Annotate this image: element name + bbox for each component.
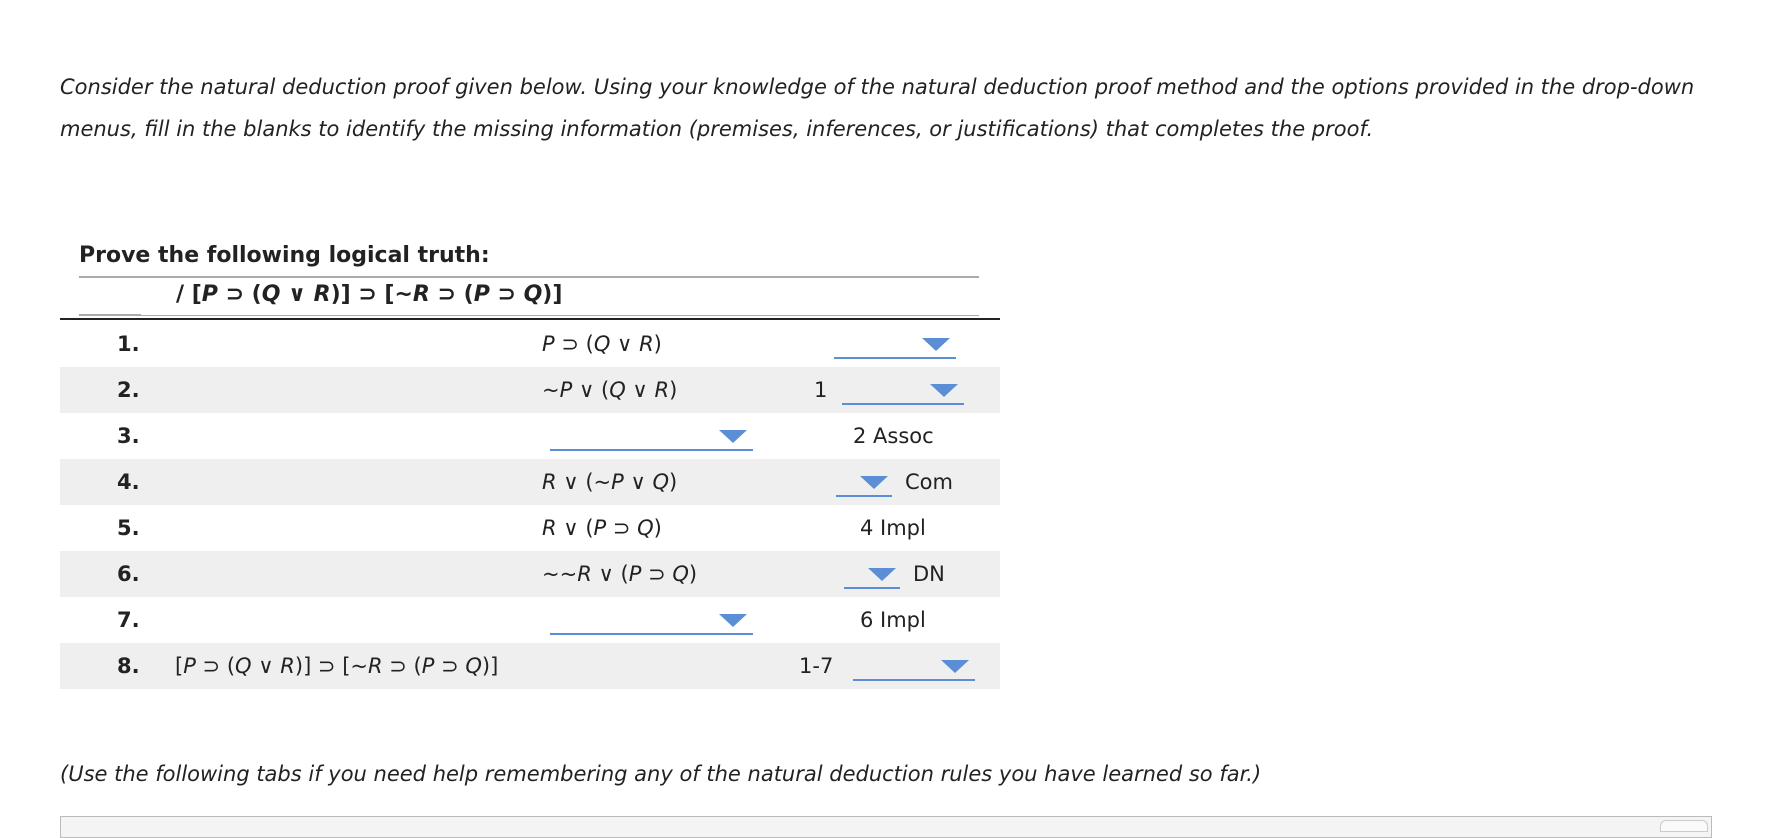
dropdown-arrow-icon: [941, 660, 969, 673]
dropdown-underline: [836, 495, 892, 497]
stmt-part: P: [593, 516, 607, 540]
goal-part: Q: [261, 282, 281, 307]
tab-handle[interactable]: [1660, 820, 1708, 832]
justification: Com: [905, 470, 953, 494]
statement: [542, 562, 697, 586]
stmt-part: ⊃: [641, 562, 673, 586]
stmt-part: ⊃ (: [195, 654, 236, 678]
proof-row-4: [60, 459, 1000, 505]
goal-part: ⊃: [489, 282, 524, 307]
line-number: 1.: [117, 332, 140, 356]
stmt-part: )]: [481, 654, 499, 678]
statement-dropdown[interactable]: [550, 599, 753, 635]
dropdown-arrow-icon: [930, 384, 958, 397]
dropdown-underline: [853, 679, 975, 681]
proof-row-8: [60, 643, 1000, 689]
proof-row-1: [60, 321, 1000, 367]
goal-part: P: [201, 282, 218, 307]
goal-part: )]: [542, 282, 563, 307]
stmt-part: ⊃ (: [554, 332, 594, 356]
stmt-part: ⊃: [434, 654, 466, 678]
goal-part: R: [313, 282, 331, 307]
stmt-part: ~: [542, 378, 560, 402]
stmt-part: ∨ (: [572, 378, 610, 402]
stmt-part: ∨ (: [591, 562, 629, 586]
goal-part: ⊃ (: [429, 282, 474, 307]
goal-part: ⊃ (: [217, 282, 262, 307]
goal-slash: /: [176, 282, 185, 307]
justification: 6 Impl: [860, 608, 926, 632]
justification: DN: [913, 562, 945, 586]
title-divider: [79, 276, 979, 278]
stmt-part: P: [559, 378, 573, 402]
stmt-part: ∨ (~: [556, 470, 612, 494]
proof-row-6: [60, 551, 1000, 597]
goal-part: P: [473, 282, 490, 307]
line-number: 6.: [117, 562, 140, 586]
line-number: 5.: [117, 516, 140, 540]
stmt-part: R: [542, 470, 557, 494]
instructions: Consider the natural deduction proof given below. Using your knowledge of the natural deduction proof method and the options provided in the drop-down menus, fill in the blanks to identify the missing information (premises, inferences, or justifications) that completes the proof.: [60, 75, 1695, 141]
line-number: 8.: [117, 654, 140, 678]
stmt-part: R: [368, 654, 383, 678]
dropdown-arrow-icon: [719, 614, 747, 627]
stmt-part: R: [542, 516, 557, 540]
stmt-part: P: [611, 470, 624, 494]
line-number: 3.: [117, 424, 140, 448]
statement: [542, 378, 677, 402]
stmt-part: ∨ (: [556, 516, 594, 540]
statement-dropdown[interactable]: [550, 415, 753, 451]
proof-row-2: [60, 367, 1000, 413]
stmt-part: Q: [652, 470, 670, 494]
stmt-part: Q: [637, 516, 654, 540]
goal-part: Q: [523, 282, 543, 307]
stmt-part: R: [639, 332, 654, 356]
stmt-part: Q: [672, 562, 689, 586]
goal-part: )] ⊃ [~: [330, 282, 413, 307]
proof-row-5: [60, 505, 1000, 551]
justification-dropdown[interactable]: [834, 323, 956, 359]
lines-dropdown[interactable]: [844, 553, 900, 589]
stmt-part: P: [542, 332, 555, 356]
rules-tabs-panel[interactable]: [60, 816, 1712, 838]
stmt-part: )] ⊃ [~: [294, 654, 368, 678]
stmt-part: P: [421, 654, 435, 678]
goal-part: R: [412, 282, 430, 307]
dropdown-underline: [834, 357, 956, 359]
stmt-part: ∨: [625, 378, 655, 402]
justification-dropdown[interactable]: [842, 369, 964, 405]
statement: [542, 470, 677, 494]
goal-underline: [79, 315, 979, 316]
line-number: 7.: [117, 608, 140, 632]
stmt-part: ): [653, 332, 662, 356]
stmt-part: Q: [593, 332, 611, 356]
dropdown-arrow-icon: [868, 568, 896, 581]
goal-part: ∨: [280, 282, 314, 307]
stmt-part: ∨: [610, 332, 640, 356]
lines-reference: 1: [814, 378, 828, 402]
line-number: 4.: [117, 470, 140, 494]
dropdown-underline: [550, 633, 753, 635]
line-number: 2.: [117, 378, 140, 402]
dropdown-arrow-icon: [922, 338, 950, 351]
statement: [542, 332, 662, 356]
stmt-part: ): [688, 562, 698, 586]
stmt-part: P: [183, 654, 196, 678]
prove-title: Prove the following logical truth:: [79, 243, 490, 268]
stmt-part: ∨: [623, 470, 653, 494]
justification: 2 Assoc: [853, 424, 934, 448]
justification: 4 Impl: [860, 516, 926, 540]
dropdown-underline: [842, 403, 964, 405]
stmt-part: Q: [609, 378, 626, 402]
stmt-part: ∨: [251, 654, 281, 678]
goal-formula: [176, 282, 562, 307]
proof-row-3: [60, 413, 1000, 459]
stmt-part: Q: [465, 654, 482, 678]
lines-dropdown[interactable]: [836, 461, 892, 497]
dropdown-underline: [550, 449, 753, 451]
justification-dropdown[interactable]: [853, 645, 975, 681]
dropdown-arrow-icon: [719, 430, 747, 443]
stmt-part: ): [653, 516, 662, 540]
lines-reference: 1-7: [799, 654, 834, 678]
goal-part: [: [191, 282, 202, 307]
table-top-rule: [60, 318, 1000, 320]
stmt-part: ~~: [542, 562, 578, 586]
statement: [175, 654, 498, 678]
rules-hint: (Use the following tabs if you need help remembering any of the natural deduction rules you have learned so far.): [60, 762, 1262, 786]
stmt-part: R: [577, 562, 592, 586]
stmt-part: [: [175, 654, 184, 678]
stmt-part: ⊃: [606, 516, 638, 540]
dropdown-underline: [844, 587, 900, 589]
stmt-part: P: [628, 562, 642, 586]
stmt-part: ): [669, 470, 678, 494]
stmt-part: Q: [235, 654, 252, 678]
proof-table: [60, 321, 1000, 689]
stmt-part: R: [280, 654, 295, 678]
goal-row: [79, 280, 979, 316]
stmt-part: ): [669, 378, 678, 402]
statement: [542, 516, 662, 540]
stmt-part: R: [654, 378, 670, 402]
dropdown-arrow-icon: [860, 476, 888, 489]
proof-row-7: [60, 597, 1000, 643]
stmt-part: ⊃ (: [382, 654, 422, 678]
